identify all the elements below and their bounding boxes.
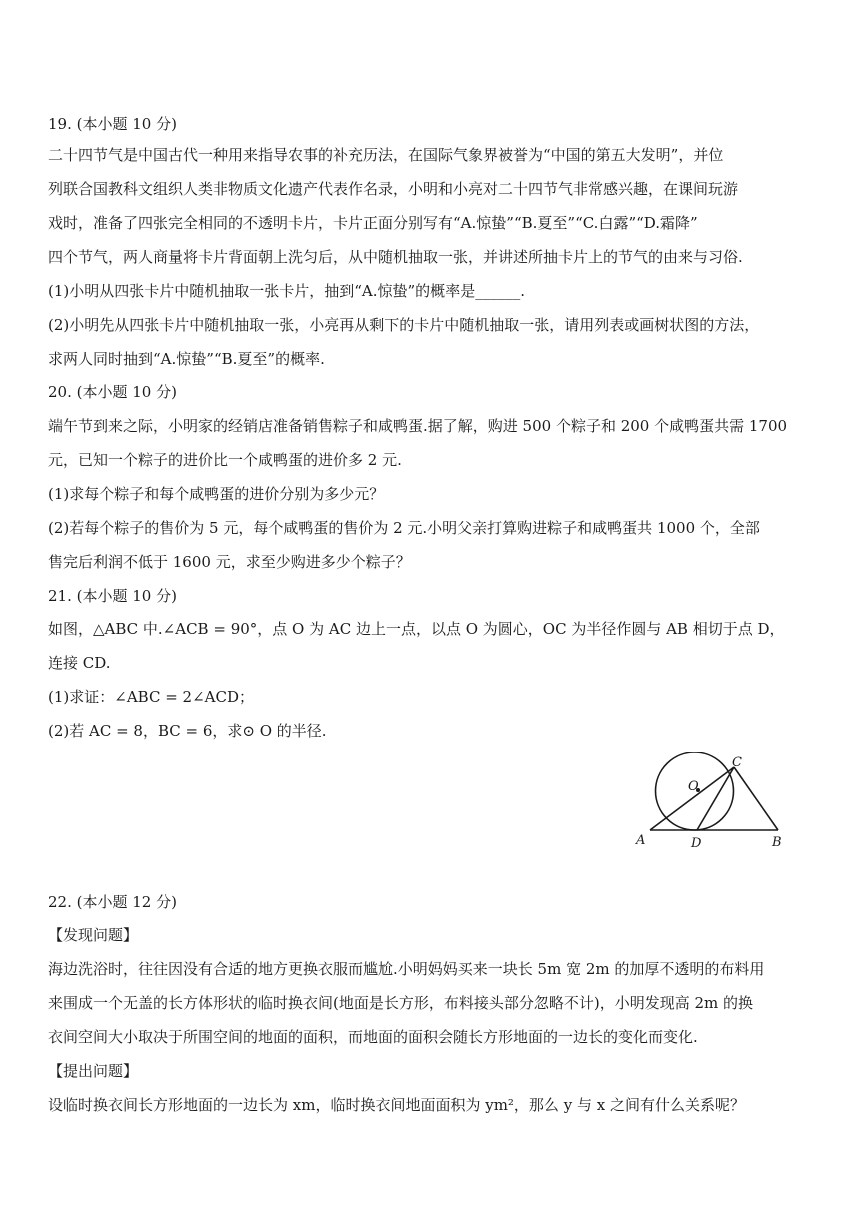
segment-bc	[734, 767, 778, 830]
label-a: A	[636, 833, 646, 848]
q22-heading: 22. (本小题 12 分)	[48, 893, 177, 911]
q19-part-2-line-1: (2)小明先从四张卡片中随机抽取一张，小亮再从剩下的卡片中随机抽取一张，请用列表或画树状图的方法，	[48, 316, 760, 334]
q19-body-line-3: 戏时，准备了四张完全相同的不透明卡片，卡片正面分别写有“A.惊蛰”“B.夏至”“C.白露”“D.霜降”	[48, 214, 698, 232]
label-o: O	[688, 779, 699, 794]
label-d: D	[691, 836, 702, 851]
q21-body-line-2: 连接 CD.	[48, 654, 111, 672]
q20-part-2-line-1: (2)若每个粽子的售价为 5 元，每个咸鸭蛋的售价为 2 元.小明父亲打算购进粽子和咸鸭蛋共 1000 个，全部	[48, 519, 760, 537]
q19-heading: 19. (本小题 10 分)	[48, 115, 177, 133]
segment-cd	[697, 767, 734, 830]
q19-body-line-1: 二十四节气是中国古代一种用来指导农事的补充历法，在国际气象界被誉为“中国的第五大发明”，并位	[48, 146, 724, 164]
q21-part-1: (1)求证：∠ABC = 2∠ACD；	[48, 688, 254, 706]
q21-geometry-figure	[630, 752, 790, 852]
q21-part-2: (2)若 AC = 8，BC = 6，求⊙ O 的半径.	[48, 722, 327, 740]
q19-body-line-4: 四个节气，两人商量将卡片背面朝上洗匀后，从中随机抽取一张，并讲述所抽卡片上的节气的由来与习俗.	[48, 248, 743, 266]
q19-body-line-2: 列联合国教科文组织人类非物质文化遗产代表作名录，小明和小亮对二十四节气非常感兴趣，在课间玩游	[48, 180, 739, 198]
label-c: C	[732, 755, 742, 770]
q22-section-question: 【提出问题】	[48, 1062, 139, 1080]
label-b: B	[772, 835, 782, 850]
q20-heading: 20. (本小题 10 分)	[48, 383, 177, 401]
q22-question: 设临时换衣间长方形地面的一边长为 xm，临时换衣间地面面积为 ym²，那么 y 与 x 之间有什么关系呢？	[48, 1096, 745, 1114]
q22-body-line-1: 海边洗浴时，往往因没有合适的地方更换衣服而尴尬.小明妈妈买来一块长 5m 宽 2m 的加厚不透明的布料用	[48, 960, 765, 978]
q22-body-line-2: 来围成一个无盖的长方体形状的临时换衣间(地面是长方形，布料接头部分忽略不计)，小明发现高 2m 的换	[48, 994, 754, 1012]
q21-heading: 21. (本小题 10 分)	[48, 587, 177, 605]
q22-body-line-3: 衣间空间大小取决于所围空间的地面的面积，而地面的面积会随长方形地面的一边长的变化而变化.	[48, 1028, 698, 1046]
q20-body-line-2: 元，已知一个粽子的进价比一个咸鸭蛋的进价多 2 元.	[48, 451, 402, 469]
q19-part-1: (1)小明从四张卡片中随机抽取一张卡片，抽到“A.惊蛰”的概率是______.	[48, 282, 525, 300]
q21-body-line-1: 如图，△ABC 中.∠ACB = 90°，点 O 为 AC 边上一点，以点 O 为圆心，OC 为半径作圆与 AB 相切于点 D，	[48, 620, 785, 638]
q20-part-2-line-2: 售完后利润不低于 1600 元，求至少购进多少个粽子？	[48, 553, 411, 571]
q20-body-line-1: 端午节到来之际，小明家的经销店准备销售粽子和咸鸭蛋.据了解，购进 500 个粽子和 200 个咸鸭蛋共需 1700	[48, 417, 788, 435]
q19-part-2-line-2: 求两人同时抽到“A.惊蛰”“B.夏至”的概率.	[48, 350, 325, 368]
segment-ac	[650, 767, 734, 830]
q22-section-discover: 【发现问题】	[48, 926, 139, 944]
q20-part-1: (1)求每个粽子和每个咸鸭蛋的进价分别为多少元？	[48, 485, 385, 503]
